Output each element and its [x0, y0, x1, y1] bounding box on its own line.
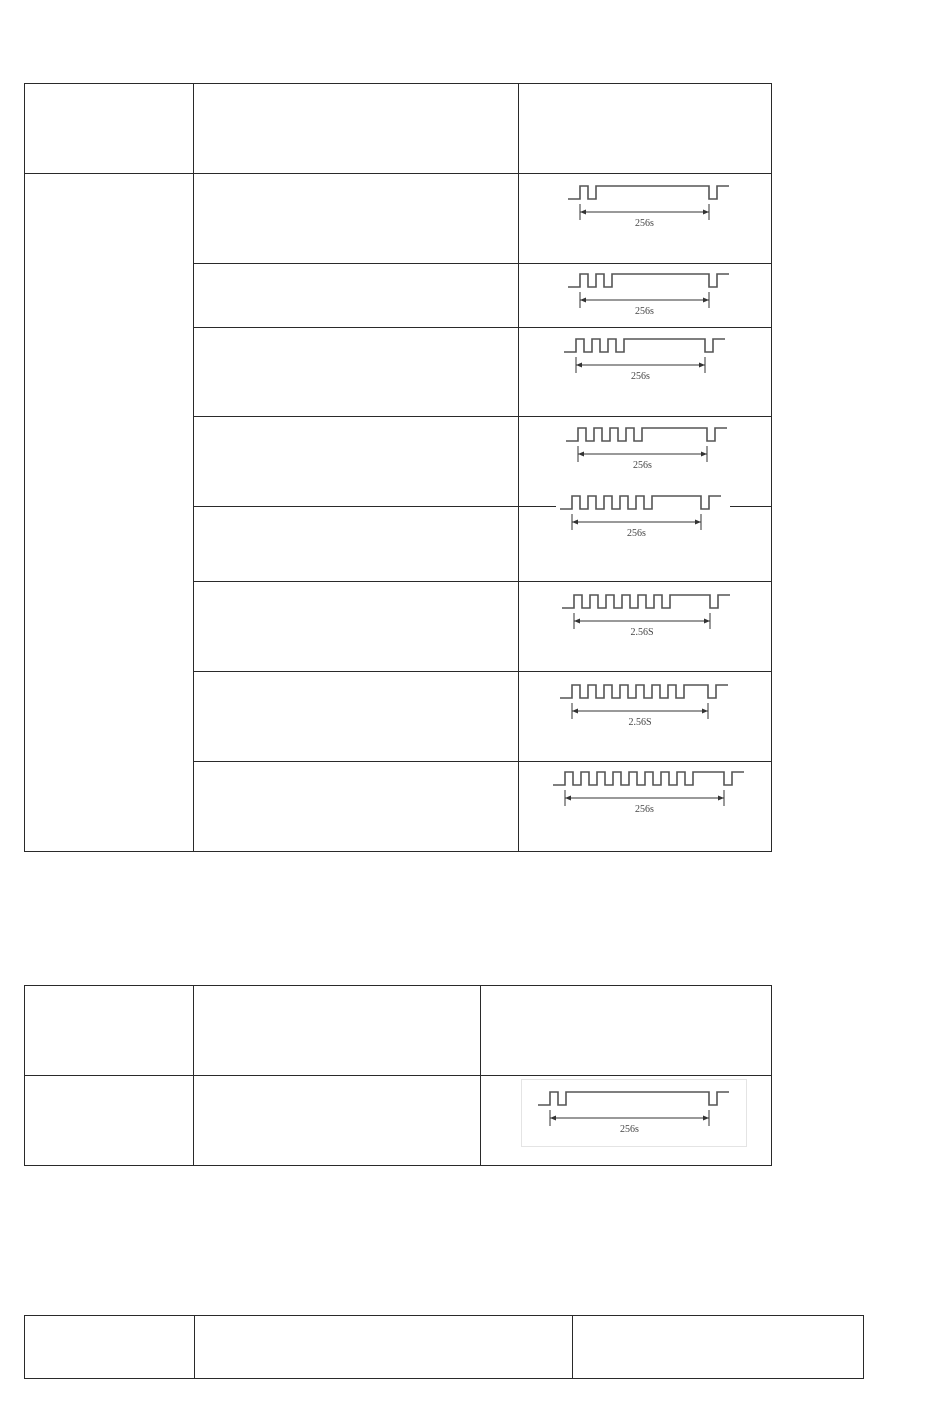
pulse-train — [560, 496, 721, 509]
pulse-train — [566, 428, 727, 441]
table2-row1-description — [193, 1075, 481, 1166]
duration-label: 256s — [633, 460, 652, 471]
waveform-3 — [562, 333, 727, 385]
arrowhead-left — [550, 1116, 556, 1121]
duration-label: 2.56S — [630, 627, 654, 638]
arrowhead-left — [578, 452, 584, 457]
arrowhead-right — [699, 363, 705, 368]
waveform-6 — [560, 589, 732, 641]
table2-row1-col1 — [24, 1075, 194, 1166]
table1-row3-description — [193, 327, 519, 417]
waveform-5 — [558, 490, 723, 542]
waveform-table2 — [536, 1086, 731, 1138]
pulse-train — [560, 685, 728, 698]
table1-row5-description — [193, 506, 519, 582]
pulse-train — [564, 339, 725, 352]
table2-header-col1 — [24, 985, 194, 1076]
arrowhead-right — [701, 452, 707, 457]
duration-label: 256s — [635, 804, 654, 815]
table1-merged-first-column — [24, 173, 194, 852]
duration-label: 2.56S — [628, 717, 652, 728]
table1-header-col1 — [24, 83, 194, 174]
arrowhead-right — [703, 298, 709, 303]
duration-label: 256s — [631, 371, 650, 382]
table1-header-col3 — [518, 83, 772, 174]
arrowhead-left — [572, 520, 578, 525]
table1-row4-description — [193, 416, 519, 507]
arrowhead-left — [580, 298, 586, 303]
waveform-7 — [558, 679, 730, 731]
waveform-1 — [566, 180, 731, 232]
table3-header-col3 — [572, 1315, 864, 1379]
table1-row2-description — [193, 263, 519, 328]
arrowhead-left — [580, 210, 586, 215]
waveform-4 — [564, 422, 729, 474]
arrowhead-left — [572, 709, 578, 714]
pulse-train — [553, 772, 744, 785]
pulse-train — [562, 595, 730, 608]
table1-row1-description — [193, 173, 519, 264]
arrowhead-right — [695, 520, 701, 525]
table2-header-col3 — [480, 985, 772, 1076]
table1-row7-description — [193, 671, 519, 762]
waveform-2 — [566, 268, 731, 320]
pulse-train — [568, 274, 729, 287]
arrowhead-left — [565, 796, 571, 801]
arrowhead-right — [703, 210, 709, 215]
arrowhead-right — [704, 619, 710, 624]
table3-header-col2 — [194, 1315, 573, 1379]
table1-row8-description — [193, 761, 519, 852]
table3-header-col1 — [24, 1315, 195, 1379]
pulse-train — [538, 1092, 729, 1105]
arrowhead-left — [574, 619, 580, 624]
duration-label: 256s — [635, 218, 654, 229]
pulse-train — [568, 186, 729, 199]
duration-label: 256s — [620, 1124, 639, 1135]
table1-row6-description — [193, 581, 519, 672]
table2-header-col2 — [193, 985, 481, 1076]
arrowhead-right — [718, 796, 724, 801]
arrowhead-left — [576, 363, 582, 368]
arrowhead-right — [703, 1116, 709, 1121]
waveform-8 — [551, 766, 746, 818]
table1-header-col2 — [193, 83, 519, 174]
duration-label: 256s — [627, 528, 646, 539]
duration-label: 256s — [635, 306, 654, 317]
arrowhead-right — [702, 709, 708, 714]
